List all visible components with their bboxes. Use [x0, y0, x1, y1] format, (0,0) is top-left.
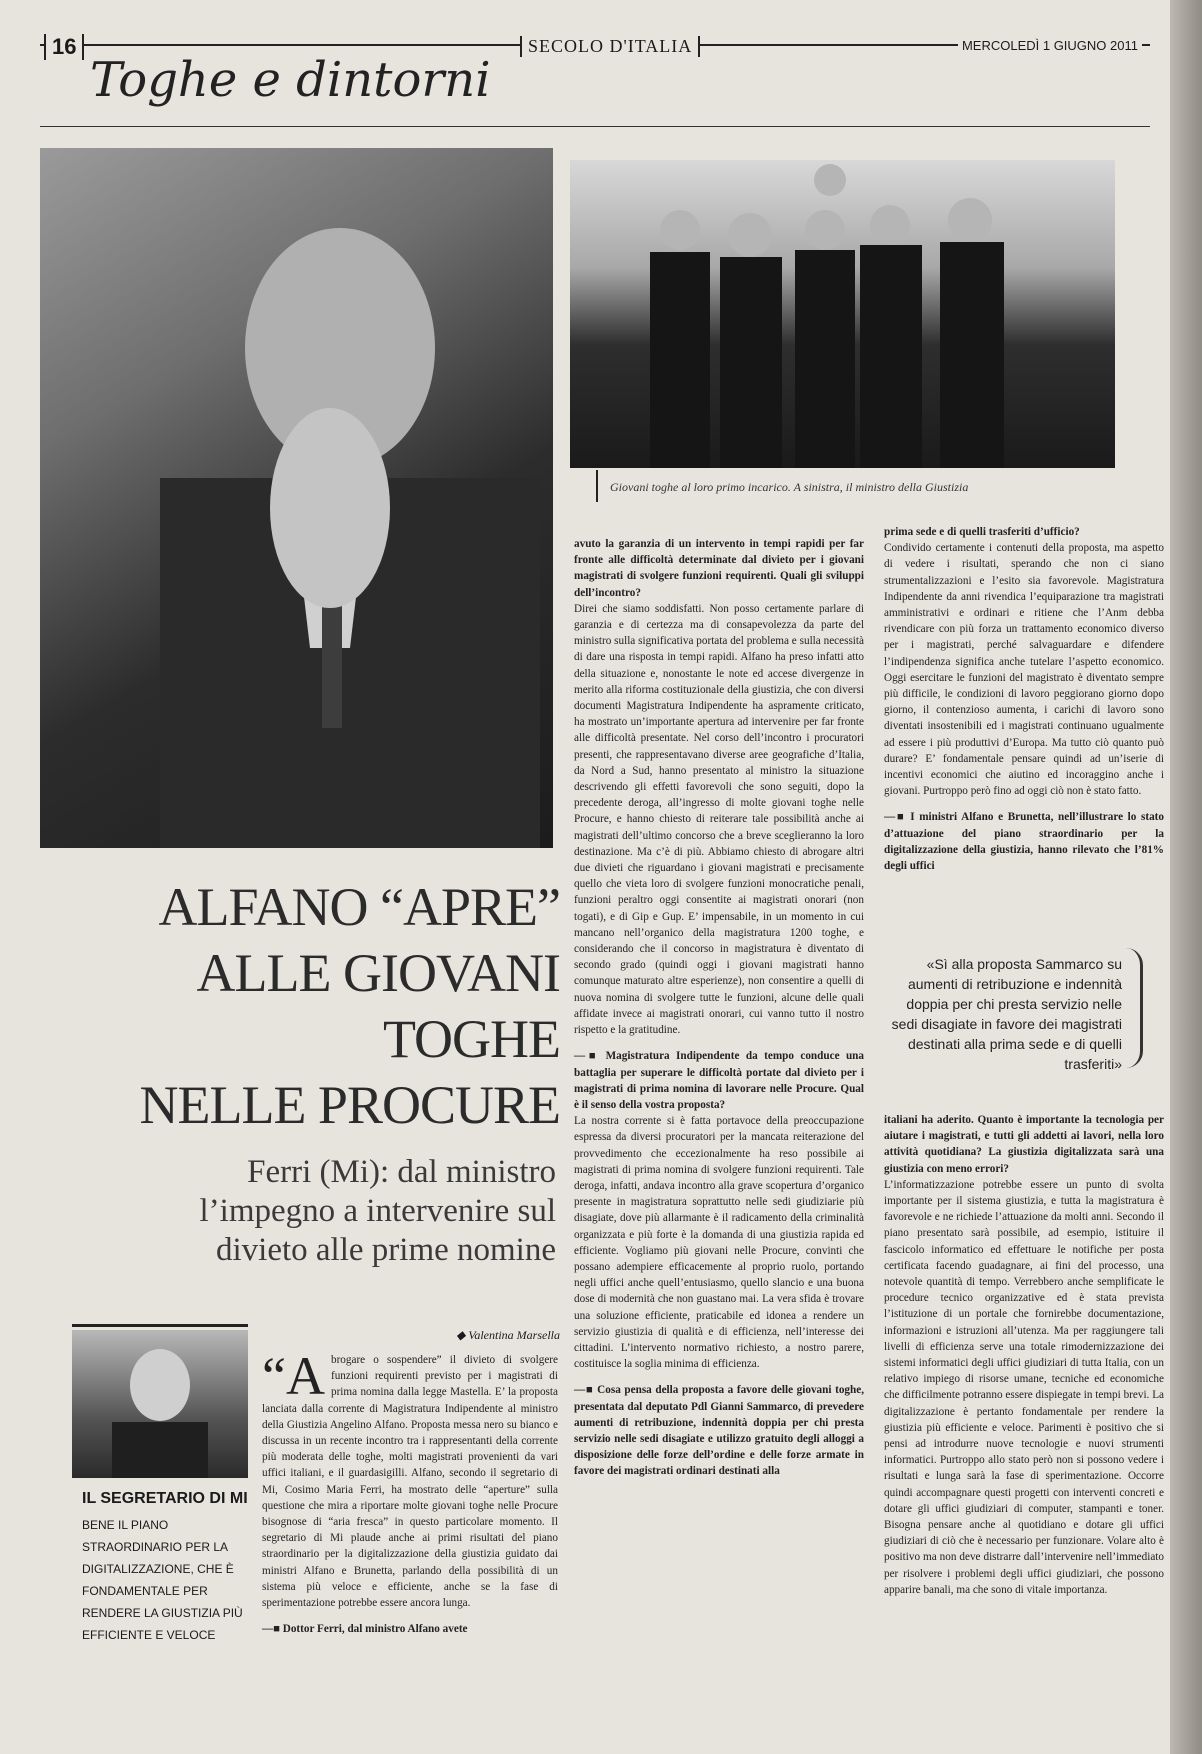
headline-line: TOGHE: [383, 1009, 560, 1069]
minister-photo: [40, 148, 553, 848]
headline: [130, 874, 560, 1138]
pull-quote-bracket: [1126, 948, 1143, 1068]
interview-question: —■ Cosa pensa della proposta a favore delle giovani toghe, presentata dal deputato Pdl Gianni Sammarco, di prevedere aumenti di retribuzione, indennità doppia per chi presta servizio nelle sedi disagiate e utilizzo gratuito degli alloggi a disposizione delle forze dell’ordine e delle forze armate in favore dei magistrati ordinari destinati alla: [574, 1384, 864, 1478]
interview-question: avuto la garanzia di un intervento in tempi rapidi per far fronte alle difficoltà determinate dal divieto per i giovani magistrati di svolgere funzioni requirenti. Quali gli sviluppi dell’incontro?: [574, 538, 864, 599]
interview-answer: Condivido certamente i contenuti della proposta, ma aspetto di vedere i risultati, sperando che non ci siano strumentalizzazioni e l’esito sia favorevole. Magistratura Indipendente da anni rivendica l’equiparazione tra magistrati amministrativi e ordinari e ritiene che l’Anm debba rivendicare con più forza un trattamento economico diverso per i magistrati, perché salvaguardare e difendere l’indipendenza significa anche tutelare l’aspetto economico. Oggi esercitare le funzioni del magistrato è diventato sempre più difficile, le condizioni di lavoro peggiorano giorno dopo giorno, il contenzioso aumenta, i carichi di lavoro sono diventati insostenibili ed i magistrati continuano ugualmente ad essere i più produttivi d’Europa. Ma tutto ciò quanto può durare? E’ fondamentale pensare quindi ad un’iserie di incentivi economici che aiutino ed incoraggino anche i giovani. Purtroppo però fino ad oggi ciò non è stato fatto.: [884, 542, 1164, 798]
sidebox-title: IL SEGRETARIO DI MI: [82, 1490, 248, 1507]
headline-line: NELLE PROCURE: [139, 1075, 560, 1135]
interview-answer: L’informatizzazione potrebbe essere un punto di svolta importante per il sistema giustizia, e tutta la magistratura è favorevole e ne richiede l’attuazione da molti anni. Secondo il piano presentato sarà possibile, ad esempio, istituire il fascicolo informatico ed effettuare le notifiche per posta certificata facendo guadagnare, ai fini del processo, una notevole quantità di tempo. Verrebbero anche semplificate le procedure tecnico organizzative ed è stata prevista l’istituzione di un portale che fornirebbe documentazione, informazioni e istruzioni all’utenza. Ma per raggiungere tali livelli di efficienza serve una totale rimodernizzazione dei sistemi informatici degli uffici giudiziari di tutta Italia, con un relativo impiego di risorse umane, tecniche ed economiche che difficilmente potranno essere dispiegate in tempi brevi. La digitalizzazione è pertanto fondamentale per rendere la giustizia più efficiente e veloce. Parimenti è positivo che si pensi ad introdurre nuove tecnologie e nuovi strumenti informatici. Purtroppo allo stato però non si possono vedere i risultati e lunga sarà la fase di sperimentazione. Occorre quindi accompagnare questi progetti con interventi concreti e dotare gli uffici giudiziari di computer, stampanti e toner. Bisogna pensare anche al quotidiano e dotare gli uffici giudiziari di ciò che è necessario per funzionare. Volare alto è positivo ma non deve distrarre dall’intervenire nell’immediato per risolvere i problemi degli uffici giudiziari, che possono apparire banali, ma che sono di vitale importanza.: [884, 1178, 1164, 1596]
interview-answer: La nostra corrente si è fatta portavoce della preoccupazione espressa da diversi procuratori per la mancata reiterazione del provvedimento che eccezionalmente ha reso possibile ai magistrati di prima nomina di svolgere funzioni requirenti. Tale deroga, infatti, andava incontro alla grave scopertura d’organico presente in magistratura soprattutto nelle sedi giudiziarie più disagiate, dove più allarmante è il radicamento della criminalità organizzata e più forte è la domanda di una giustizia rapida ed efficiente. Vogliamo più giovani nelle Procure, convinti che possano adempiere efficacemente al proprio ruolo, portando negli uffici anche quell’entusiasmo, quello slancio e una buona dose di modernità che non guastano mai. La vera sfida è trovare una soluzione efficiente, praticabile ed idonea a rendere un servizio giustizia di qualità e di efficienza, nell’interesse dei cittadini. L’intervento normativo richiesto, a nostro parere, costituisce la soglia minima di efficienza.: [574, 1115, 864, 1371]
article-column-1: [262, 1346, 558, 1637]
byline: ◆ Valentina Marsella: [456, 1328, 560, 1342]
caption-bar: [596, 470, 598, 502]
headline-line: ALFANO “APRE”: [158, 877, 560, 937]
article-column-3: [884, 524, 1164, 874]
young-magistrates-photo: [570, 160, 1115, 468]
sidebox-text: BENE IL PIANO STRAORDINARIO PER LA DIGITALIZZAZIONE, CHE È FONDAMENTALE PER RENDERE LA GIUSTIZIA PIÙ EFFICIENTE E VELOCE: [82, 1518, 243, 1642]
interview-question: —■ I ministri Alfano e Brunetta, nell’illustrare lo stato d’attuazione del piano straordinario per la digitalizzazione della giustizia, hanno rilevato che l’81% degli uffici: [884, 811, 1164, 873]
interview-answer: Direi che siamo soddisfatti. Non posso certamente parlare di garanzia e di certezza ma di consapevolezza da parte del ministro sulla significativa portata del problema e sulla necessità di dare una risposta in tempi rapidi. Alfano ha preso infatti atto della situazione e, nonostante le note ed accese divergenze in merito alla riforma costituzionale della giustizia, che con diversi documenti Magistratura Indipendente ha aspramente criticato, ha mostrato un’importante apertura ad intervenire per far fronte alle difficoltà presentate. Nel corso dell’incontro i procuratori presenti, che rappresentavano diverse aree geografiche d’Italia, da Nord a Sud, hanno presentato al ministro la situazione descrivendo gli effetti favorevoli che sono seguiti, dopo la precedente deroga, all’ingresso di molte giovani toghe nelle Procure, e hanno chiesto di reiterare tale possibilità anche ai magistrati dell’ultimo concorso che a breve sceglieranno la loro destinazione. Ma c’è di più. Abbiamo chiesto di abrogare altri due divieti che riguardano i giovani magistrati e precisamente quello che vieta loro di svolgere funzioni monocratiche penali, funzioni peraltro oggi consentite ai magistrati onorari (non togati), e di Gip e Gup. E’ impensabile, in un momento in cui mancano nell’organico della magistratura 1200 toghe, e considerando che il concorso in magistratura è diventato di secondo grado (quindi oggi i giovani magistrati hanno comunque maturato altre esperienze), non consentire a quelli di nuova nomina di svolgere tutte le funzioni, alcune delle quali affidate invece ai magistrati onorari, cui vanno tutto il nostro rispetto e la gratitudine.: [574, 602, 864, 1037]
subheadline: Ferri (Mi): dal ministro l’impegno a intervenire sul divieto alle prime nomine: [199, 1154, 556, 1268]
drop-cap: “A: [262, 1346, 325, 1406]
sidebox-rule: [72, 1324, 248, 1327]
headline-line: ALLE GIOVANI: [196, 943, 560, 1003]
section-title: Toghe e dintorni: [90, 52, 491, 108]
masthead: SECOLO D'ITALIA: [520, 36, 700, 57]
article-column-3-continued: [884, 1112, 1164, 1598]
interview-question: —■ Dottor Ferri, dal ministro Alfano avete: [262, 1623, 468, 1636]
pull-quote: «Sì alla proposta Sammarco su aumenti di retribuzione e indennità doppia per chi presta servizio nelle sedi disagiate in favore dei magistrati destinati alla prima sede e di quelli trasferiti»: [891, 956, 1122, 1072]
interview-question: prima sede e di quelli trasferiti d’ufficio?: [884, 526, 1080, 538]
binding-gutter: [1170, 0, 1202, 1754]
ferri-portrait: [72, 1330, 248, 1478]
lead-paragraph: brogare o sospendere” il divieto di svolgere funzioni requirenti previsto per i magistrati di prima nomina dalla legge Mastella. E’ la proposta lanciata dalla corrente di Magistratura Indipendente al ministro della Giustizia Angelino Alfano. Proposta messa nero su bianco e discussa in un recente incontro tra i rappresentanti della corrente più moderata delle toghe, molti magistrati provenienti da vari uffici italiani, e il guardasigilli. Alfano, secondo il segretario di Mi, Cosimo Maria Ferri, ha mostrato delle “aperture” sulla questione che mira a riportare molte giovani toghe nelle Procure bisognose di “aria fresca” in questo particolare momento. Il segretario di Mi plaude anche ai primi risultati del piano straordinario per la digitalizzazione della giustizia guidato dai ministri Alfano e Brunetta, parlando della possibilità di un sistema più veloce e efficiente, anche se la fase di sperimentazione potrebbe essere ancora lunga.: [262, 1354, 558, 1610]
article-column-2: [574, 536, 864, 1480]
page-number: 16: [44, 34, 84, 60]
photo-caption: Giovani toghe al loro primo incarico. A sinistra, il ministro della Giustizia: [610, 480, 969, 494]
interview-question: italiani ha aderito. Quanto è importante la tecnologia per aiutare i magistrati, e tutti gli addetti ai lavori, nella loro attività quotidiana? La giustizia digitalizzata sarà una giustizia con meno errori?: [884, 1114, 1164, 1175]
dateline: MERCOLEDÌ 1 GIUGNO 2011: [958, 38, 1142, 53]
interview-question: —■ Magistratura Indipendente da tempo conduce una battaglia per superare le difficoltà portate dal divieto per i magistrati di prima nomina di lavorare nelle Procure. Qual è il senso della vostra proposta?: [574, 1050, 864, 1111]
section-rule: [40, 126, 1150, 127]
